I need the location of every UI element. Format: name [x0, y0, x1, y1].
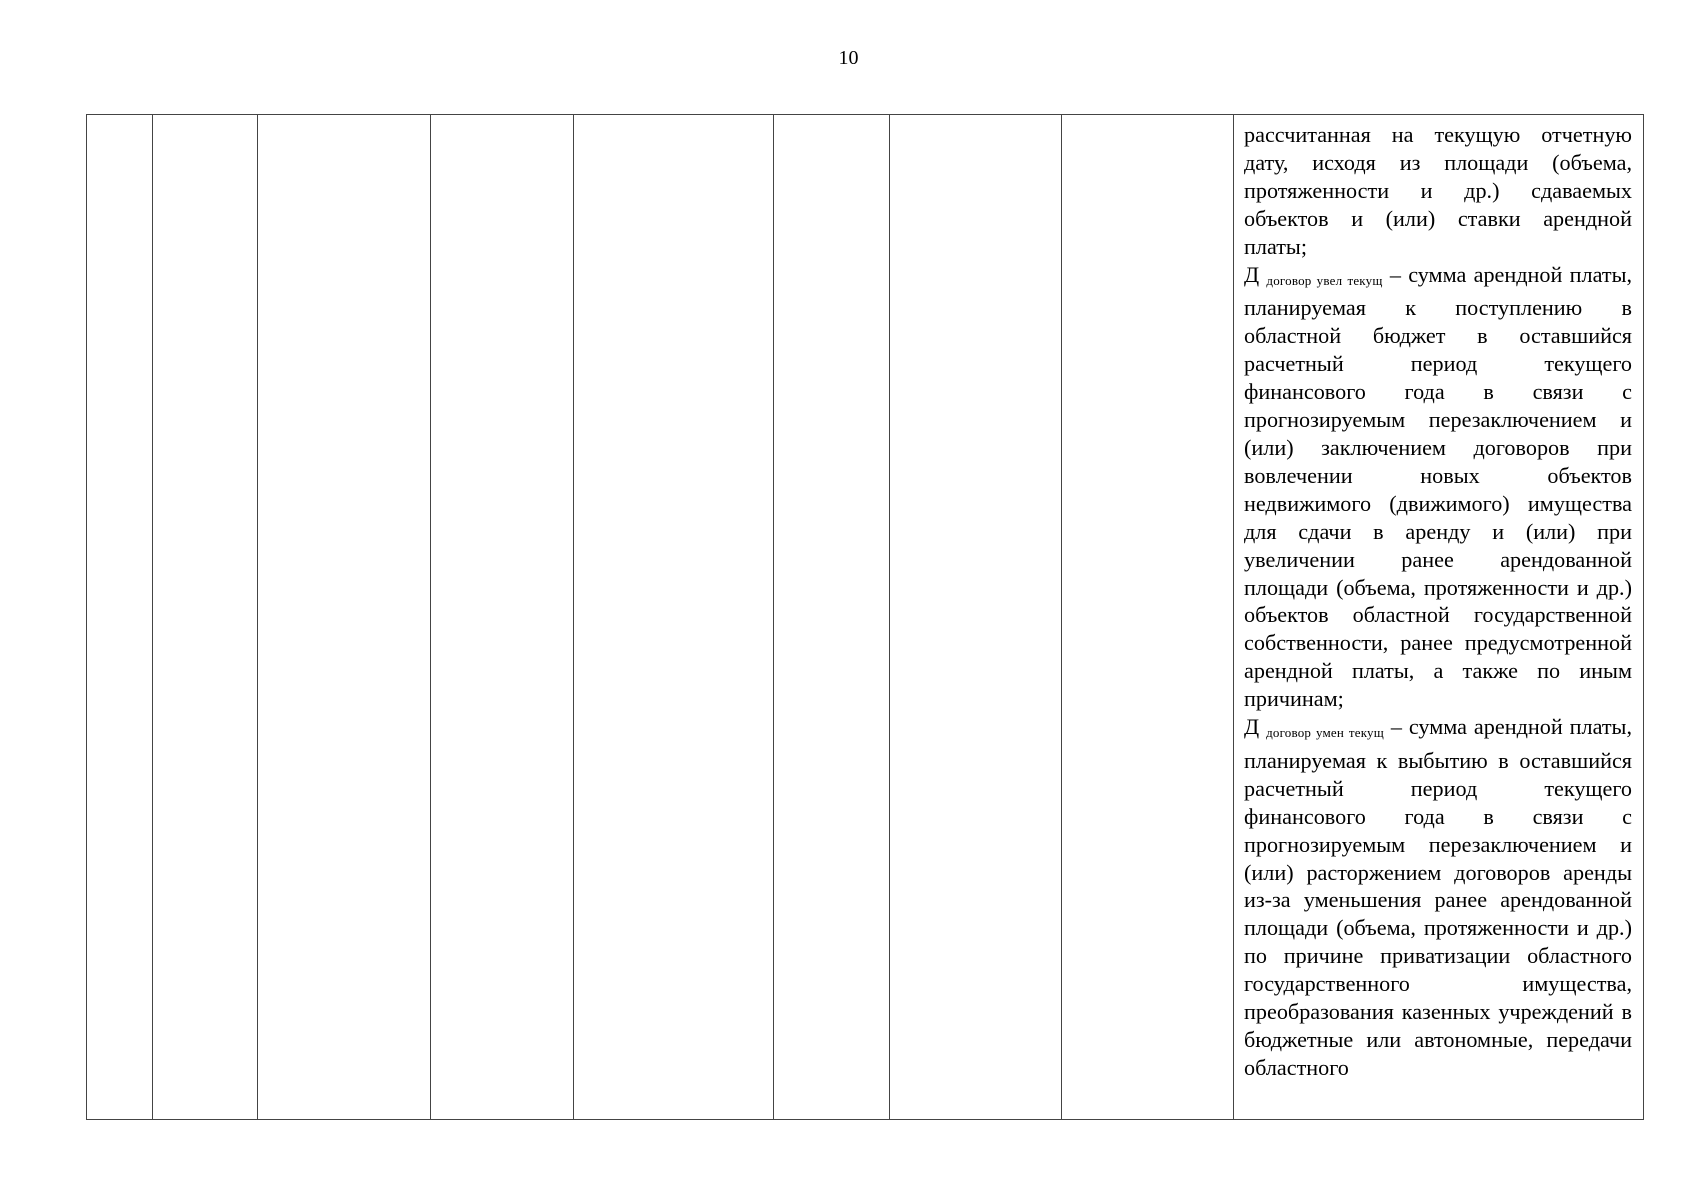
paragraph-text: рассчитанная на текущую отчетную дату, исходя из площади (объема, протяженности и др.) сдаваемых объектов и (или) ставки арендной платы; — [1244, 122, 1632, 259]
formula-subscript: договор увел текущ — [1266, 272, 1383, 288]
paragraph-rent-increase — [1244, 261, 1632, 714]
table-cell-col-2 — [153, 115, 258, 1120]
paragraph-text: – сумма арендной платы, планируемая к выбытию в оставшийся расчетный период текущего финансового года в связи с прогнозируемым перезаключением и (или) расторжением договоров аренды из-за уменьшения ранее арендованной площади (объема, протяженности и др.) по причине приватизации областного государственного имущества, преобразования казенных учреждений в бюджетные или автономные, передачи областного — [1244, 714, 1633, 1080]
paragraph-rent-base — [1244, 121, 1632, 261]
table-cell-description — [1234, 115, 1644, 1120]
paragraph-rent-decrease — [1244, 713, 1632, 1082]
paragraph-text: – сумма арендной платы, планируемая к поступлению в областной бюджет в оставшийся расчетный период текущего финансового года в связи с прогнозируемым перезаключением и (или) заключением договоров при вовлечении новых объектов недвижимого (движимого) имущества для сдачи в аренду и (или) при увеличении ранее арендованной площади (объема, протяженности и др.) объектов областной государственной собственности, ранее предусмотренной арендной платы, а также по иным причинам; — [1244, 261, 1633, 712]
table-cell-col-6 — [774, 115, 890, 1120]
formula-subscript: договор умен текущ — [1266, 725, 1384, 741]
document-table — [86, 114, 1644, 1120]
formula-symbol: Д — [1244, 261, 1260, 287]
table-cell-col-8 — [1062, 115, 1234, 1120]
table-cell-col-4 — [431, 115, 574, 1120]
table-cell-col-1 — [87, 115, 153, 1120]
table-cell-col-3 — [258, 115, 431, 1120]
table-cell-col-7 — [890, 115, 1062, 1120]
table-row — [87, 115, 1644, 1120]
formula-symbol: Д — [1244, 714, 1260, 740]
page-number: 10 — [838, 47, 859, 69]
table-cell-col-5 — [574, 115, 774, 1120]
